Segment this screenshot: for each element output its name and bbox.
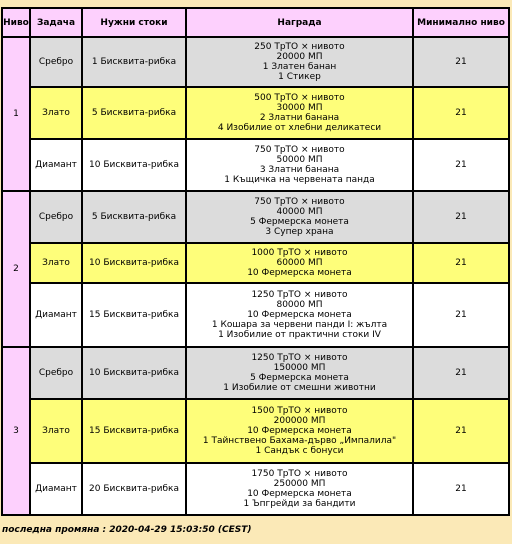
required-goods-cell: 10 Бисквита-рибка <box>82 243 186 283</box>
table-row <box>2 399 509 463</box>
reward-line: 5 Фермерска монета <box>250 373 349 383</box>
task-cell: Диамант <box>30 283 82 347</box>
reward-line: 30000 МП <box>276 103 323 113</box>
reward-cell <box>186 283 413 347</box>
header-task: Задача <box>30 8 82 37</box>
min-level-cell: 21 <box>413 243 509 283</box>
min-level-cell: 21 <box>413 37 509 87</box>
table-row <box>2 463 509 515</box>
reward-line: 1750 ТрТО × нивото <box>251 469 348 479</box>
level-cell: 2 <box>2 191 30 347</box>
header-min-level: Минимално ниво <box>413 8 509 37</box>
required-goods-cell: 5 Бисквита-рибка <box>82 87 186 139</box>
required-goods-cell: 15 Бисквита-рибка <box>82 283 186 347</box>
min-level-cell: 21 <box>413 399 509 463</box>
required-goods-cell: 1 Бисквита-рибка <box>82 37 186 87</box>
reward-line: 750 ТрТО × нивото <box>254 145 345 155</box>
reward-cell <box>186 463 413 515</box>
reward-line: 20000 МП <box>276 52 323 62</box>
reward-line: 10 Фермерска монета <box>247 310 352 320</box>
table-body <box>2 37 509 515</box>
header-level: Ниво <box>2 8 30 37</box>
task-cell: Диамант <box>30 139 82 191</box>
reward-line: 1 Къщичка на червената панда <box>224 175 375 185</box>
required-goods-cell: 10 Бисквита-рибка <box>82 347 186 399</box>
reward-cell <box>186 37 413 87</box>
last-modified: последна промяна : 2020-04-29 15:03:50 (CEST) <box>2 525 252 535</box>
reward-line: 1 Тайнствено Бахама-дърво „Импалила" <box>202 436 397 446</box>
min-level-cell: 21 <box>413 347 509 399</box>
reward-line: 1250 ТрТО × нивото <box>251 290 348 300</box>
level-cell: 1 <box>2 37 30 191</box>
reward-cell <box>186 191 413 243</box>
reward-cell <box>186 87 413 139</box>
reward-cell <box>186 243 413 283</box>
reward-line: 10 Фермерска монета <box>247 426 352 436</box>
reward-line: 1 Изобилие от смешни животни <box>223 383 376 393</box>
reward-line: 3 Златни банана <box>259 165 340 175</box>
table-row <box>2 191 509 243</box>
min-level-cell: 21 <box>413 463 509 515</box>
reward-line: 1 Сандък с бонуси <box>255 446 344 456</box>
reward-line: 80000 МП <box>276 300 323 310</box>
reward-line: 1250 ТрТО × нивото <box>251 353 348 363</box>
reward-line: 200000 МП <box>273 416 326 426</box>
task-cell: Злато <box>30 243 82 283</box>
reward-line: 1 Ъпгрейди за бандити <box>243 499 356 509</box>
reward-line: 1500 ТрТО × нивото <box>251 406 348 416</box>
reward-line: 250 ТрТО × нивото <box>254 42 345 52</box>
header-goods: Нужни стоки <box>82 8 186 37</box>
required-goods-cell: 5 Бисквита-рибка <box>82 191 186 243</box>
task-cell: Сребро <box>30 347 82 399</box>
reward-cell <box>186 347 413 399</box>
reward-line: 60000 МП <box>276 258 323 268</box>
reward-line: 150000 МП <box>273 363 326 373</box>
task-cell: Диамант <box>30 463 82 515</box>
reward-line: 250000 МП <box>273 479 326 489</box>
min-level-cell: 21 <box>413 283 509 347</box>
task-cell: Сребро <box>30 191 82 243</box>
reward-line: 10 Фермерска монета <box>247 489 352 499</box>
reward-line: 5 Фермерска монета <box>250 217 349 227</box>
table-row <box>2 283 509 347</box>
reward-line: 2 Златни банана <box>259 113 340 123</box>
table-header-row <box>2 8 509 37</box>
table-row <box>2 243 509 283</box>
reward-line: 1 Кошара за червени панди I: жълта <box>211 320 388 330</box>
required-goods-cell: 20 Бисквита-рибка <box>82 463 186 515</box>
reward-line: 50000 МП <box>276 155 323 165</box>
task-cell: Сребро <box>30 37 82 87</box>
required-goods-cell: 10 Бисквита-рибка <box>82 139 186 191</box>
table-row <box>2 87 509 139</box>
reward-line: 4 Изобилие от хлебни деликатеси <box>217 123 382 133</box>
min-level-cell: 21 <box>413 87 509 139</box>
min-level-cell: 21 <box>413 139 509 191</box>
reward-line: 3 Супер храна <box>265 227 334 237</box>
reward-line: 10 Фермерска монета <box>247 268 352 278</box>
reward-line: 750 ТрТО × нивото <box>254 197 345 207</box>
required-goods-cell: 15 Бисквита-рибка <box>82 399 186 463</box>
reward-cell <box>186 399 413 463</box>
reward-line: 1 Златен банан <box>262 62 337 72</box>
reward-line: 1 Изобилие от практични стоки IV <box>218 330 381 340</box>
quest-rewards-table <box>1 7 510 516</box>
table-row <box>2 347 509 399</box>
task-cell: Злато <box>30 87 82 139</box>
reward-cell <box>186 139 413 191</box>
level-cell: 3 <box>2 347 30 515</box>
header-reward: Награда <box>186 8 413 37</box>
reward-line: 40000 МП <box>276 207 323 217</box>
min-level-cell: 21 <box>413 191 509 243</box>
reward-line: 1000 ТрТО × нивото <box>251 248 348 258</box>
reward-line: 500 ТрТО × нивото <box>254 93 345 103</box>
reward-line: 1 Стикер <box>278 72 321 82</box>
table-row <box>2 139 509 191</box>
table-row <box>2 37 509 87</box>
task-cell: Злато <box>30 399 82 463</box>
